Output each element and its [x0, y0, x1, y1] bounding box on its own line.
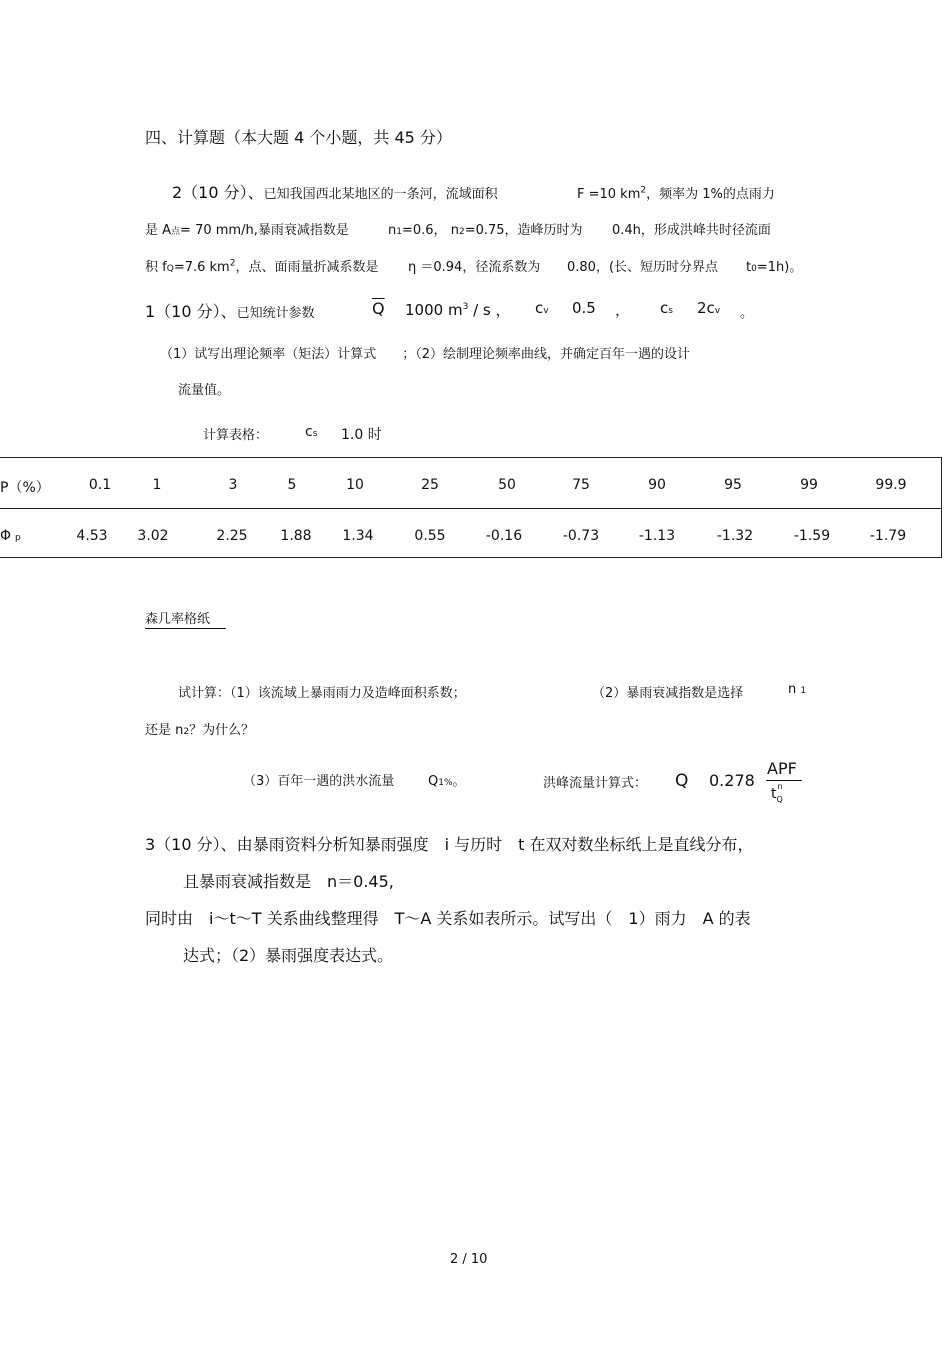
q2-runoff: 0.80，(长、短历时分界点	[567, 260, 719, 275]
q3-line3: 同时由 i～t～T 关系曲线整理得 T～A 关系如表所示。试写出（ 1）雨力 A 的表	[145, 909, 751, 928]
formula-denominator: t n Q	[771, 782, 783, 804]
paper-note: 森几率格纸	[145, 608, 226, 627]
p-value-cell: 95	[724, 477, 742, 493]
q1-cv-value: 0.5	[572, 299, 596, 317]
q2-text: 已知我国西北某地区的一条河，流域面积	[263, 187, 498, 202]
q2-line2: 是 A点= 70 mm/h,暴雨衰减指数是	[145, 223, 349, 238]
phi-value-cell: -1.32	[716, 528, 754, 544]
q1-cv: cv	[535, 299, 549, 317]
formula-coef: 0.278	[709, 771, 755, 790]
phi-value-cell: -1.59	[793, 528, 831, 544]
row-label-p: P（%）	[0, 480, 50, 496]
q3-line2: 且暴雨衰减指数是 n＝0.45,	[183, 872, 394, 891]
section-title: 四、计算题（本大题 4 个小题，共 45 分）	[145, 128, 452, 147]
q1-task-line1: （1）试写出理论频率（矩法）计算式 ；（2）绘制理论频率曲线，并确定百年一遇的设计	[160, 347, 691, 362]
p-value-cell: 10	[346, 477, 364, 493]
q2-line3: 积 fQ=7.6 $km^2$，点、面雨量折减系数是	[145, 258, 379, 275]
q2-task-line1b: （2）暴雨衰减指数是选择	[592, 686, 744, 701]
p-value-cell: 3	[228, 477, 238, 493]
phi-value-cell: -0.73	[562, 528, 600, 544]
q1-cs-value: 2cv	[697, 299, 721, 317]
p-value-cell: 75	[572, 477, 590, 493]
q3-line4: 达式；（2）暴雨强度表达式。	[183, 946, 394, 965]
phi-value-cell: -1.79	[869, 528, 907, 544]
q2-t0: t0=1h)。	[746, 260, 803, 275]
q2-task-q1pct: Q1%。	[428, 774, 466, 789]
p-value-cell: 90	[648, 477, 666, 493]
p-value-cell: 50	[498, 477, 516, 493]
phi-value-cell: -1.13	[638, 528, 676, 544]
phi-value-cell: 1.88	[280, 528, 312, 544]
phi-value-cell: -0.16	[485, 528, 523, 544]
q2-task-line3: （3）百年一遇的洪水流量	[243, 774, 395, 789]
phi-value-cell: 2.25	[216, 528, 248, 544]
p-value-cell: 99.9	[875, 477, 907, 493]
phi-value-cell: 3.02	[137, 528, 169, 544]
p-value-cell: 1	[152, 477, 162, 493]
q3-line1: 3（10 分）、由暴雨资料分析知暴雨强度 i 与历时 t 在双对数坐标纸上是直线分布，	[145, 835, 754, 854]
formula-fraction-bar	[766, 780, 802, 781]
q2-task-line2: 还是 n2？为什么？	[145, 723, 255, 738]
table-cs-value: 1.0 时	[341, 427, 382, 443]
q1-q-bar: $\overline{Q}$	[372, 299, 385, 318]
q2-prefix: 2（10 分）、	[172, 183, 264, 202]
q2-eta: η ＝0.94，径流系数为	[408, 260, 541, 275]
q1-q-value: 1000 $m^3$ / s ，	[405, 301, 511, 319]
p-value-cell: 99	[800, 477, 818, 493]
p-value-cell: 5	[287, 477, 297, 493]
table-cs: cs	[305, 424, 318, 440]
formula-q: Q	[675, 771, 689, 791]
formula-numerator: APF	[767, 759, 797, 778]
q2-duration: 0.4h，形成洪峰共时径流面	[612, 223, 771, 238]
page-number: 2 / 10	[450, 1252, 488, 1267]
q2-area: F =10 $km^2$，频率为 1%的点雨力	[577, 185, 775, 202]
phi-value-cell: 1.34	[342, 528, 374, 544]
p-value-cell: 25	[421, 477, 439, 493]
phi-value-cell: 4.53	[76, 528, 108, 544]
row-label-phi: Φp	[0, 528, 21, 544]
q2-task-line1: 试计算：（1）该流域上暴雨雨力及造峰面积系数；	[178, 686, 466, 701]
q2-line1	[172, 180, 498, 203]
phi-value-cell: 0.55	[414, 528, 446, 544]
q1-task-line2: 流量值。	[178, 383, 231, 398]
table-caption: 计算表格：	[203, 428, 269, 443]
frequency-table	[0, 457, 942, 558]
formula-label: 洪峰流量计算式：	[543, 776, 648, 791]
q1-cs: cs	[660, 299, 673, 317]
q1-end: 。	[740, 306, 754, 321]
q1-text: 已知统计参数	[236, 306, 315, 321]
q2-task-n1: n 1	[788, 682, 807, 697]
q2-n-values: n1=0.6， n2=0.75，造峰历时为	[388, 223, 583, 238]
q1-prefix: 1（10 分）、	[145, 302, 237, 321]
q1-comma: ，	[615, 301, 631, 319]
table-divider	[0, 508, 941, 509]
p-value-cell: 0.1	[88, 477, 112, 493]
q1-line	[145, 299, 315, 322]
